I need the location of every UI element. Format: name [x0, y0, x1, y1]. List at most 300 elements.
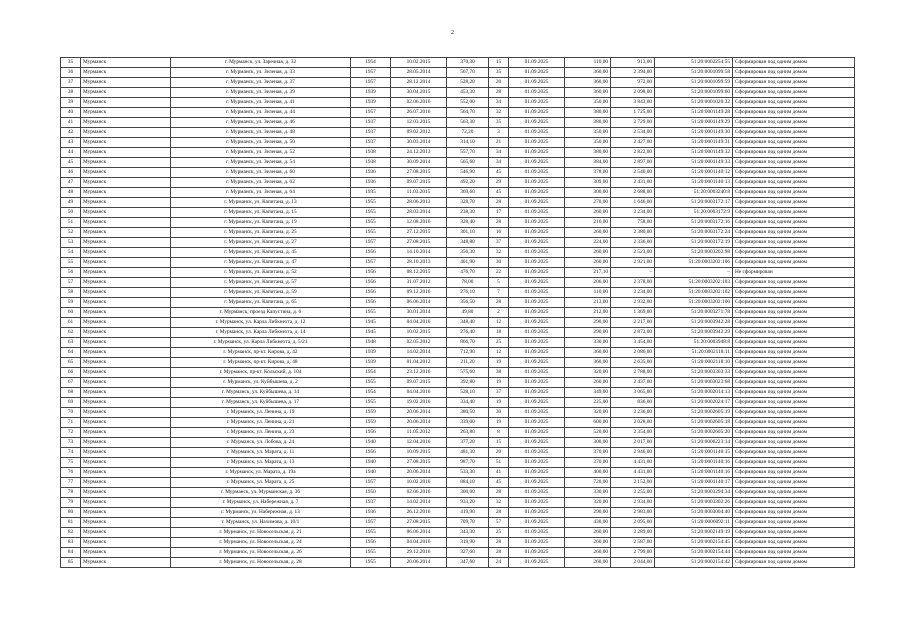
row-number: 78 — [61, 488, 81, 498]
city-cell: Мурманск — [81, 228, 171, 238]
survey-date-cell: 12.03.2015 — [391, 118, 447, 128]
start-date-cell: 01.09.2025 — [509, 58, 565, 68]
city-cell: Мурманск — [81, 378, 171, 388]
cadastral-number-cell: 51:20:0001149:28 — [655, 108, 733, 118]
residents-cell: 24 — [489, 558, 509, 568]
area-cell: 709,70 — [447, 518, 489, 528]
survey-date-cell: 26.07.2016 — [391, 108, 447, 118]
city-cell: Мурманск — [81, 118, 171, 128]
start-date-cell: 01.09.2025 — [509, 178, 565, 188]
area-cell: 712,90 — [447, 348, 489, 358]
rate-cell: 600,00 — [565, 418, 611, 428]
table-body — [61, 58, 855, 568]
start-date-cell: 01.09.2025 — [509, 558, 565, 568]
table-row — [61, 258, 855, 268]
cost-cell: 2 095,00 — [611, 518, 655, 528]
land-status-cell: Сформирован под одним домом — [733, 338, 855, 348]
cost-cell: 2 946,00 — [611, 448, 655, 458]
area-cell: 476,70 — [447, 268, 489, 278]
survey-date-cell: 12.04.2016 — [391, 438, 447, 448]
row-number: 48 — [61, 188, 81, 198]
start-date-cell: 01.09.2025 — [509, 548, 565, 558]
cadastral-number-cell: 51:20:0001140:12 — [655, 168, 733, 178]
table-row — [61, 468, 855, 478]
residents-cell: 28 — [489, 298, 509, 308]
start-date-cell: 01.09.2025 — [509, 278, 565, 288]
land-status-cell: Сформирован под одним домом — [733, 228, 855, 238]
table-row — [61, 128, 855, 138]
start-date-cell: 01.09.2025 — [509, 228, 565, 238]
city-cell: Мурманск — [81, 278, 171, 288]
start-date-cell: 01.09.2025 — [509, 378, 565, 388]
row-number: 52 — [61, 228, 81, 238]
survey-date-cell: 23.12.2016 — [391, 368, 447, 378]
land-status-cell: Сформирован под одним домом — [733, 458, 855, 468]
row-number: 59 — [61, 298, 81, 308]
table-row — [61, 178, 855, 188]
cadastral-number-cell: 51:20:0001099:60 — [655, 88, 733, 98]
area-cell: 263,80 — [447, 428, 489, 438]
table-row — [61, 548, 855, 558]
table-row — [61, 248, 855, 258]
row-number: 66 — [61, 368, 81, 378]
cost-cell: 2 234,00 — [611, 208, 655, 218]
land-status-cell: Сформирован под одним домом — [733, 258, 855, 268]
land-status-cell: Сформирован под одним домом — [733, 468, 855, 478]
row-number: 70 — [61, 408, 81, 418]
survey-date-cell: 30.01.2014 — [391, 308, 447, 318]
start-date-cell: 01.09.2025 — [509, 128, 565, 138]
cadastral-number-cell: 51:20:0003271:78 — [655, 308, 733, 318]
cadastral-number-cell: 51:20:0001099:59 — [655, 78, 733, 88]
city-cell: Мурманск — [81, 218, 171, 228]
rate-cell: 380,00 — [565, 108, 611, 118]
area-cell: 78,00 — [447, 278, 489, 288]
rate-cell: 206,00 — [565, 278, 611, 288]
address-cell: г. Мурманск, ул. Новосельская, д. 28 — [171, 558, 351, 568]
cost-cell: 2 044,00 — [611, 558, 655, 568]
city-cell: Мурманск — [81, 168, 171, 178]
table-row — [61, 278, 855, 288]
residents-cell: 19 — [489, 358, 509, 368]
year-cell: 1955 — [351, 558, 391, 568]
cadastral-number-cell: 51:20:0002118:11 — [655, 348, 733, 358]
residents-cell: 17 — [489, 208, 509, 218]
row-number: 45 — [61, 158, 81, 168]
land-status-cell: Сформирован под одним домом — [733, 348, 855, 358]
year-cell: 1956 — [351, 448, 391, 458]
start-date-cell: 01.09.2025 — [509, 108, 565, 118]
area-cell: 380,50 — [447, 408, 489, 418]
cadastral-number-cell: 51:20:0002154:42 — [655, 558, 733, 568]
land-status-cell: Сформирован под одним домом — [733, 388, 855, 398]
start-date-cell: 01.09.2025 — [509, 398, 565, 408]
cadastral-number-cell: 51:20:0002014:13 — [655, 388, 733, 398]
cadastral-number-cell: 51:20:0001149:30 — [655, 128, 733, 138]
cost-cell: 2 932,00 — [611, 298, 655, 308]
start-date-cell: 01.09.2025 — [509, 528, 565, 538]
survey-date-cell: 06.06.2014 — [391, 298, 447, 308]
city-cell: Мурманск — [81, 528, 171, 538]
table-row — [61, 518, 855, 528]
address-cell: г. Мурманск, пр-кт. Кирова, д. 42 — [171, 348, 351, 358]
land-status-cell: Сформирован под одним домом — [733, 198, 855, 208]
cadastral-number-cell: 51:20:0001149:33 — [655, 158, 733, 168]
residents-cell: 32 — [489, 248, 509, 258]
land-status-cell: Сформирован под одним домом — [733, 528, 855, 538]
start-date-cell: 01.09.2025 — [509, 208, 565, 218]
table-row — [61, 298, 855, 308]
table-row — [61, 388, 855, 398]
survey-date-cell: 10.09.2015 — [391, 448, 447, 458]
cost-cell: 2 635,00 — [611, 358, 655, 368]
row-number: 42 — [61, 128, 81, 138]
year-cell: 1955 — [351, 398, 391, 408]
rate-cell: 320,00 — [565, 408, 611, 418]
cadastral-number-cell: 51:20:0003948:8 — [655, 338, 733, 348]
row-number: 38 — [61, 88, 81, 98]
address-cell: г. Мурманск, ул. Зеленая, д. 62 — [171, 178, 351, 188]
year-cell: 1954 — [351, 388, 391, 398]
residents-cell: 28 — [489, 508, 509, 518]
city-cell: Мурманск — [81, 388, 171, 398]
cost-cell: 2 822,00 — [611, 148, 655, 158]
rate-cell: 360,00 — [565, 78, 611, 88]
residents-cell: 30 — [489, 408, 509, 418]
year-cell: 1950 — [351, 488, 391, 498]
rate-cell: 360,00 — [565, 68, 611, 78]
cost-cell: 2 236,00 — [611, 408, 655, 418]
cadastral-number-cell: 51:20:0001149:31 — [655, 138, 733, 148]
cost-cell: 2 028,00 — [611, 418, 655, 428]
year-cell: 1959 — [351, 418, 391, 428]
table-row — [61, 448, 855, 458]
land-status-cell: Сформирован под одним домом — [733, 158, 855, 168]
area-cell: 481,30 — [447, 448, 489, 458]
cadastral-number-cell: 51:20:0001020:32 — [655, 98, 733, 108]
address-cell: г. Мурманск, ул. Куйбышева, д. 17 — [171, 398, 351, 408]
year-cell: 1936 — [351, 168, 391, 178]
table-row — [61, 358, 855, 368]
row-number: 75 — [61, 458, 81, 468]
rate-cell: 360,00 — [565, 88, 611, 98]
row-number: 62 — [61, 328, 81, 338]
row-number: 36 — [61, 68, 81, 78]
address-cell: г. Мурманск, ул. Капитана, д. 25 — [171, 228, 351, 238]
area-cell: 49,80 — [447, 308, 489, 318]
rate-cell: 350,00 — [565, 128, 611, 138]
rate-cell: 400,00 — [565, 468, 611, 478]
residents-cell: 7 — [489, 288, 509, 298]
address-cell: г. Мурманск, ул. Капитана, д. 65 — [171, 298, 351, 308]
area-cell: 328,40 — [447, 218, 489, 228]
cost-cell: 3 065,00 — [611, 388, 655, 398]
survey-date-cell: 02.06.2016 — [391, 98, 447, 108]
survey-date-cell: 27.12.2015 — [391, 228, 447, 238]
cost-cell: 4 431,00 — [611, 468, 655, 478]
residents-cell: 35 — [489, 118, 509, 128]
address-cell: г. Мурманск, ул. Ленина, д. 19 — [171, 408, 351, 418]
start-date-cell: 01.09.2025 — [509, 458, 565, 468]
cost-cell: 2 534,00 — [611, 128, 655, 138]
cost-cell: 2 378,00 — [611, 278, 655, 288]
rate-cell: 290,00 — [565, 508, 611, 518]
year-cell: 1956 — [351, 288, 391, 298]
city-cell: Мурманск — [81, 458, 171, 468]
rate-cell: 720,00 — [565, 478, 611, 488]
residents-cell: 19 — [489, 378, 509, 388]
survey-date-cell: 14.10.2014 — [391, 248, 447, 258]
table-row — [61, 338, 855, 348]
area-cell: 348,40 — [447, 318, 489, 328]
table-row — [61, 478, 855, 488]
row-number: 54 — [61, 248, 81, 258]
land-status-cell: Сформирован под одним домом — [733, 408, 855, 418]
rate-cell: 380,00 — [565, 118, 611, 128]
city-cell: Мурманск — [81, 508, 171, 518]
row-number: 67 — [61, 378, 81, 388]
start-date-cell: 01.09.2025 — [509, 158, 565, 168]
year-cell: 1940 — [351, 458, 391, 468]
cost-cell: 2 380,00 — [611, 228, 655, 238]
land-status-cell: Сформирован под одним домом — [733, 288, 855, 298]
address-cell: г. Мурманск, ул. Карла Либкнехта, д. 14 — [171, 328, 351, 338]
survey-date-cell: 29.12.2016 — [391, 548, 447, 558]
year-cell: 1955 — [351, 308, 391, 318]
address-cell: г. Мурманск, ул. Капитана, д. 47 — [171, 258, 351, 268]
row-number: 60 — [61, 308, 81, 318]
cost-cell: 2 098,00 — [611, 88, 655, 98]
residents-cell: 15 — [489, 438, 509, 448]
land-status-cell: Сформирован под одним домом — [733, 218, 855, 228]
cadastral-number-cell: 51:20:0001149:29 — [655, 118, 733, 128]
year-cell: 1937 — [351, 138, 391, 148]
city-cell: Мурманск — [81, 338, 171, 348]
year-cell: 1936 — [351, 178, 391, 188]
survey-date-cell: 27.08.2015 — [391, 238, 447, 248]
area-cell: 567,70 — [447, 68, 489, 78]
start-date-cell: 01.09.2025 — [509, 478, 565, 488]
table-row — [61, 558, 855, 568]
address-cell: г. Мурманск, ул. Капитана, д. 19 — [171, 218, 351, 228]
start-date-cell: 01.09.2025 — [509, 148, 565, 158]
page-number: 2 — [451, 30, 454, 36]
cadastral-number-cell: 51:20:0003172:16 — [655, 218, 733, 228]
area-cell: 356,50 — [447, 298, 489, 308]
land-status-cell: Сформирован под одним домом — [733, 328, 855, 338]
year-cell: 1956 — [351, 298, 391, 308]
row-number: 58 — [61, 288, 81, 298]
residents-cell: 34 — [489, 98, 509, 108]
survey-date-cell: 27.08.2015 — [391, 518, 447, 528]
land-status-cell: Сформирован под одним домом — [733, 418, 855, 428]
rate-cell: 360,00 — [565, 348, 611, 358]
area-cell: 276,10 — [447, 288, 489, 298]
residents-cell: 20 — [489, 78, 509, 88]
row-number: 83 — [61, 538, 81, 548]
rate-cell: 217,10 — [565, 268, 611, 278]
start-date-cell: 01.09.2025 — [509, 498, 565, 508]
address-cell: г. Мурманск, ул. Новосельская, д. 26 — [171, 548, 351, 558]
start-date-cell: 01.09.2025 — [509, 388, 565, 398]
land-status-cell: Сформирован под одним домом — [733, 118, 855, 128]
cost-cell: 2 431,00 — [611, 178, 655, 188]
start-date-cell: 01.09.2025 — [509, 358, 565, 368]
start-date-cell: 01.09.2025 — [509, 288, 565, 298]
address-cell: г. Мурманск, ул. Новосельская, д. 24 — [171, 538, 351, 548]
cost-cell: 2 934,00 — [611, 498, 655, 508]
city-cell: Мурманск — [81, 208, 171, 218]
table-row — [61, 528, 855, 538]
area-cell: 301,10 — [447, 228, 489, 238]
year-cell: 1937 — [351, 128, 391, 138]
cadastral-number-cell: 51:20:0003202:103 — [655, 278, 733, 288]
residents-cell: 38 — [489, 368, 509, 378]
address-cell: г. Мурманск, ул. Зеленая, д. 50 — [171, 138, 351, 148]
table-row — [61, 308, 855, 318]
survey-date-cell: 10.02.2015 — [391, 58, 447, 68]
cost-cell: 1 646,00 — [611, 198, 655, 208]
address-cell: г. Мурманск, ул. Набережная, д. 13 — [171, 508, 351, 518]
survey-date-cell: 11.05.2012 — [391, 428, 447, 438]
cost-cell: 2 799,00 — [611, 548, 655, 558]
address-cell: г. Мурманск, ул. Марата, д. 19а — [171, 468, 351, 478]
table-row — [61, 508, 855, 518]
rate-cell: 290,00 — [565, 328, 611, 338]
residents-cell: 30 — [489, 258, 509, 268]
area-cell: 575,60 — [447, 368, 489, 378]
land-status-cell: Сформирован под одним домом — [733, 128, 855, 138]
survey-date-cell: 28.05.2014 — [391, 68, 447, 78]
start-date-cell: 01.09.2025 — [509, 468, 565, 478]
survey-date-cell: 19.02.2016 — [391, 398, 447, 408]
table-row — [61, 88, 855, 98]
land-status-cell: Сформирован под одним домом — [733, 318, 855, 328]
residents-cell: 16 — [489, 228, 509, 238]
rate-cell: 520,00 — [565, 428, 611, 438]
area-cell: 319,90 — [447, 538, 489, 548]
city-cell: Мурманск — [81, 188, 171, 198]
rate-cell: 300,00 — [565, 438, 611, 448]
cadastral-number-cell: 51:20:0003172:9 — [655, 208, 733, 218]
address-cell: г. Мурманск, ул. Карла Либкнехта, д. 5/21 — [171, 338, 351, 348]
cost-cell: 2 729,00 — [611, 118, 655, 128]
land-status-cell: Сформирован под одним домом — [733, 558, 855, 568]
rate-cell: 260,00 — [565, 248, 611, 258]
rate-cell: 350,00 — [565, 138, 611, 148]
cost-cell: 2 152,00 — [611, 478, 655, 488]
survey-date-cell: 20.06.2014 — [391, 468, 447, 478]
row-number: 79 — [61, 498, 81, 508]
year-cell: 1955 — [351, 378, 391, 388]
address-cell: г. Мурманск, проезд Капустина, д. 6 — [171, 308, 351, 318]
survey-date-cell: 06.06.2014 — [391, 528, 447, 538]
cost-cell: 2 427,00 — [611, 138, 655, 148]
cost-cell: 2 921,00 — [611, 258, 655, 268]
residents-cell: 35 — [489, 68, 509, 78]
area-cell: 528,20 — [447, 78, 489, 88]
city-cell: Мурманск — [81, 148, 171, 158]
cadastral-number-cell: 51:20:0002605:18 — [655, 418, 733, 428]
cadastral-number-cell: 51:20:0003942:29 — [655, 328, 733, 338]
year-cell: 1938 — [351, 148, 391, 158]
row-number: 65 — [61, 358, 81, 368]
start-date-cell: 01.09.2025 — [509, 488, 565, 498]
cost-cell: 836,00 — [611, 398, 655, 408]
year-cell: 1957 — [351, 108, 391, 118]
table-row — [61, 208, 855, 218]
start-date-cell: 01.09.2025 — [509, 248, 565, 258]
rate-cell: 260,00 — [565, 208, 611, 218]
survey-date-cell: 28.10.2013 — [391, 258, 447, 268]
address-cell: г. Мурманск, ул. Капитана, д. 15 — [171, 208, 351, 218]
city-cell: Мурманск — [81, 348, 171, 358]
residents-cell: 34 — [489, 158, 509, 168]
survey-date-cell: 04.04.2016 — [391, 388, 447, 398]
table-row — [61, 428, 855, 438]
row-number: 85 — [61, 558, 81, 568]
rate-cell: 260,00 — [565, 228, 611, 238]
survey-date-cell: 27.08.2015 — [391, 458, 447, 468]
row-number: 49 — [61, 198, 81, 208]
cost-cell: – — [611, 268, 655, 278]
row-number: 55 — [61, 258, 81, 268]
city-cell: Мурманск — [81, 518, 171, 528]
year-cell: 1956 — [351, 538, 391, 548]
row-number: 64 — [61, 348, 81, 358]
residents-cell: 19 — [489, 398, 509, 408]
address-cell: г. Мурманск, ул. Марата, д. 13 — [171, 458, 351, 468]
cadastral-number-cell: 51:20:0003202:102 — [655, 288, 733, 298]
area-cell: 492,20 — [447, 178, 489, 188]
survey-date-cell: 28.06.2013 — [391, 198, 447, 208]
survey-date-cell: 30.09.2014 — [391, 158, 447, 168]
city-cell: Мурманск — [81, 478, 171, 488]
residents-cell: 51 — [489, 458, 509, 468]
year-cell: 1954 — [351, 58, 391, 68]
survey-date-cell: 20.06.2014 — [391, 408, 447, 418]
city-cell: Мурманск — [81, 258, 171, 268]
table-row — [61, 488, 855, 498]
table-row — [61, 318, 855, 328]
rate-cell: 260,00 — [565, 558, 611, 568]
residents-cell: 28 — [489, 548, 509, 558]
cadastral-number-cell: 51:20:0003004:40 — [655, 508, 733, 518]
city-cell: Мурманск — [81, 538, 171, 548]
survey-date-cell: 20.06.2014 — [391, 418, 447, 428]
area-cell: 72,20 — [447, 128, 489, 138]
row-number: 43 — [61, 138, 81, 148]
cost-cell: 2 394,00 — [611, 68, 655, 78]
table-row — [61, 378, 855, 388]
table-row — [61, 408, 855, 418]
cost-cell: 2 354,00 — [611, 428, 655, 438]
survey-date-cell: 12.08.2016 — [391, 218, 447, 228]
table-row — [61, 228, 855, 238]
year-cell: 1955 — [351, 548, 391, 558]
row-number: 39 — [61, 98, 81, 108]
survey-date-cell: 24.12.2013 — [391, 148, 447, 158]
address-cell: г. Мурманск, ул. Нахимова, д. 10/1 — [171, 518, 351, 528]
cadastral-number-cell: 51:20:0001140:13 — [655, 178, 733, 188]
survey-date-cell: 28.12.2014 — [391, 78, 447, 88]
area-cell: 339,00 — [447, 418, 489, 428]
cost-cell: 758,00 — [611, 218, 655, 228]
survey-date-cell: 11.03.2015 — [391, 188, 447, 198]
start-date-cell: 01.09.2025 — [509, 328, 565, 338]
residents-cell: 5 — [489, 278, 509, 288]
start-date-cell: 01.09.2025 — [509, 198, 565, 208]
